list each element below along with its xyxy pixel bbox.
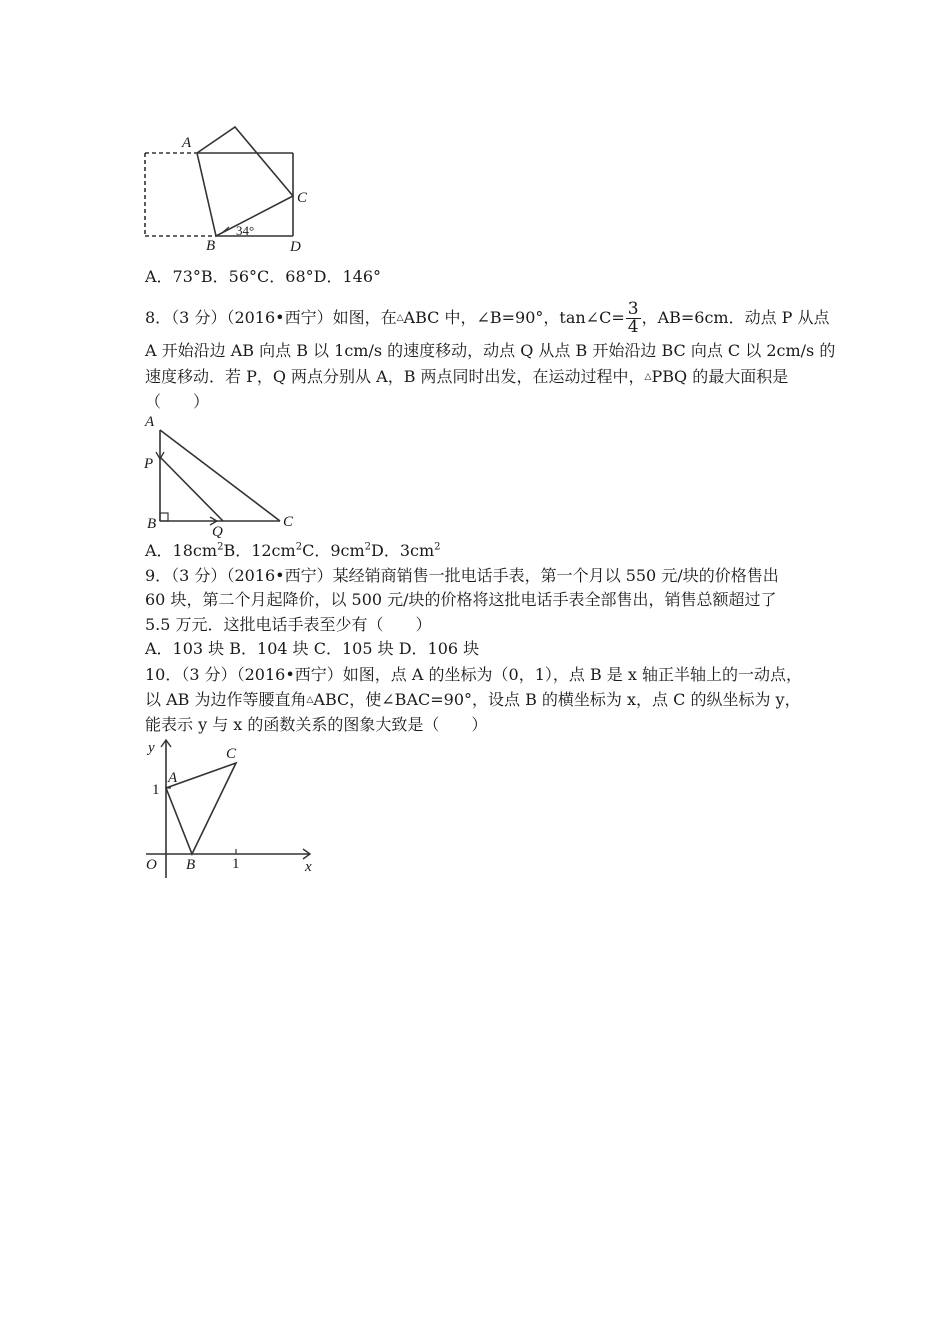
q8-option-d: D．3cm	[371, 541, 435, 560]
q8-suffix: ，AB=6cm．动点 P 从点	[641, 308, 830, 327]
label-c: C	[226, 746, 237, 762]
label-y: y	[148, 740, 155, 756]
superscript-2: 2	[217, 541, 224, 553]
q9-line3: 5.5 万元．这批电话手表至少有（ ）	[145, 615, 432, 634]
q8-option-b: B．12cm	[223, 541, 296, 560]
q10-line2	[145, 689, 801, 711]
label-p: P	[144, 456, 154, 472]
q8-line3-b: PBQ 的最大面积是	[651, 367, 789, 386]
q8-mid: ABC 中，∠B=90°，tan∠C=	[403, 308, 625, 327]
folded-quadrilateral	[197, 127, 293, 236]
figure-q8-right-triangle	[140, 412, 305, 538]
q10-line2-b: ABC，使∠BAC=90°，设点 B 的横坐标为 x，点 C 的纵坐标为 y，	[313, 690, 801, 709]
q8-option-c: C．9cm	[302, 541, 365, 560]
label-one-y: 1	[152, 782, 160, 798]
q8-prefix: 8．（3 分）（2016•西宁）如图，在	[145, 308, 397, 327]
fraction-numerator: 3	[627, 299, 639, 319]
label-q: Q	[212, 524, 223, 538]
q9-line2: 60 块，第二个月起降价，以 500 元/块的价格将这批电话手表全部售出，销售总额超过了	[145, 590, 777, 609]
q8-option-a: A．18cm	[145, 541, 218, 560]
label-o: O	[146, 857, 157, 873]
triangle-symbol: △	[306, 695, 314, 705]
q9-line1: 9．（3 分）（2016•西宁）某经销商销售一批电话手表，第一个月以 550 元/块的价格售出	[145, 566, 779, 585]
triangle-symbol: △	[644, 372, 652, 382]
fraction-three-quarters	[626, 299, 641, 337]
q8-line4: （ ）	[145, 392, 210, 411]
label-a: A	[145, 414, 155, 430]
q10-line1: 10．（3 分）（2016•西宁）如图，点 A 的坐标为（0，1），点 B 是 x 轴正半轴上的一动点，	[145, 665, 802, 684]
label-one-x: 1	[232, 856, 240, 872]
label-angle-34: 34°	[236, 223, 255, 238]
label-x: x	[305, 859, 312, 875]
superscript-2: 2	[364, 541, 372, 553]
label-b: B	[206, 238, 216, 254]
figure-q7-folded-rectangle	[140, 122, 320, 257]
label-b: B	[147, 516, 157, 532]
label-a: A	[168, 770, 178, 786]
q10-line3: 能表示 y 与 x 的函数关系的图象大致是（ ）	[145, 715, 488, 734]
label-d: D	[290, 239, 301, 255]
q10-line2-a: 以 AB 为边作等腰直角	[145, 690, 307, 709]
label-c: C	[283, 514, 294, 530]
triangle-symbol: △	[396, 313, 404, 323]
q8-line3-a: 速度移动．若 P，Q 两点分别从 A，B 两点同时出发，在运动过程中，	[145, 367, 645, 386]
label-c: C	[297, 190, 308, 206]
q8-line3	[145, 366, 788, 388]
label-a: A	[182, 135, 192, 151]
fraction-denominator: 4	[627, 317, 639, 337]
q8-line1	[145, 299, 830, 337]
q8-options	[145, 540, 441, 562]
segment-pq	[160, 457, 223, 521]
right-angle-mark	[160, 513, 168, 521]
figure-q10-coordinate-triangle	[140, 736, 320, 878]
q8-line2: A 开始沿边 AB 向点 B 以 1cm/s 的速度移动，动点 Q 从点 B 开始沿边 BC 向点 C 以 2cm/s 的	[145, 341, 836, 360]
q7-options: A．73°B．56°C．68°D．146°	[145, 267, 382, 286]
q9-options: A．103 块 B．104 块 C．105 块 D．106 块	[145, 639, 480, 658]
label-b: B	[186, 857, 196, 873]
superscript-2: 2	[295, 541, 303, 553]
superscript-2: 2	[434, 541, 441, 553]
